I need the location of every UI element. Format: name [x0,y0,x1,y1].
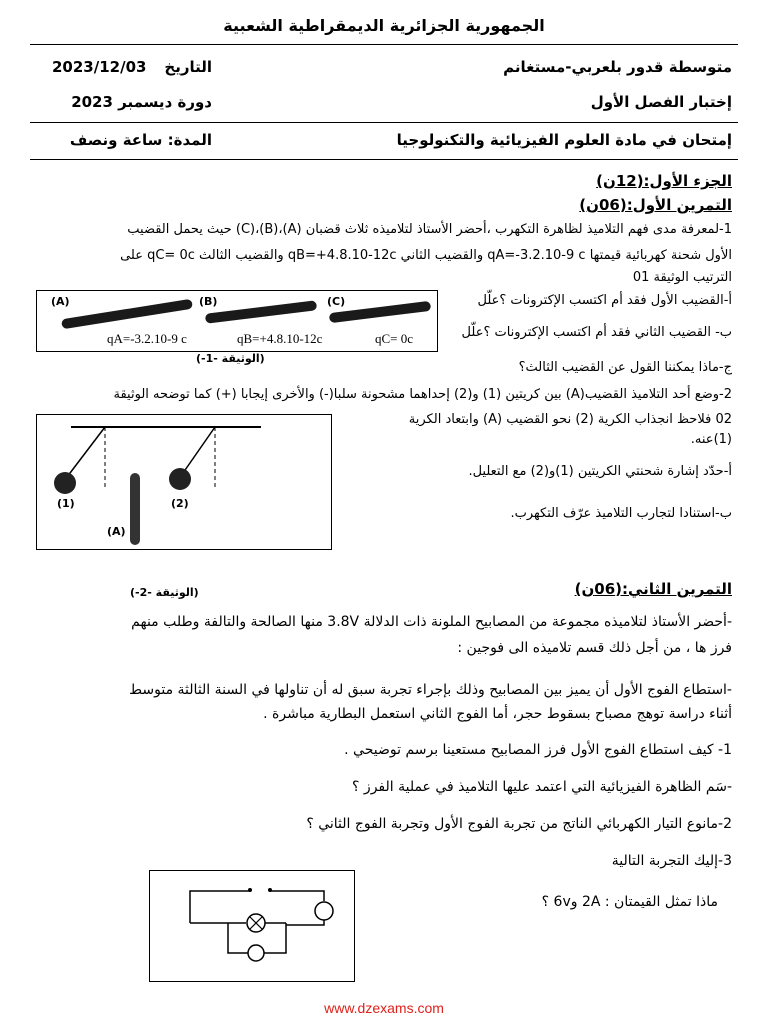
q1a: أ-القضيب الأول فقد أم اكتسب الإكترونات ؟علّل [477,293,732,308]
wire-meter-right [264,923,286,953]
exercise1-title: التمرين الأول:(06ن) [579,196,732,214]
q2a: أ-حدّد إشارة شحنتي الكريتين (1)و(2) مع التعليل. [468,464,732,479]
date-label: التاريخ [164,58,212,76]
q1c: ج-ماذا يمكننا القول عن القضيب الثالث؟ [518,360,732,375]
ex2-q3: 3-إليك التجربة التالية [611,853,732,869]
part1-title: الجزء الأول:(12ن) [596,172,732,190]
charge-qa: qA=-3.2.10-9 c [107,331,187,346]
rod-b [205,300,317,324]
document1-caption: (الوثيقة -1-) [196,352,265,365]
wire-top-left [190,891,250,923]
q1-line3: الترتيب الوثيقة 01 [632,270,732,285]
ex2-q2: 2-مانوع التيار الكهربائي الناتج من تجربة الفوج الأول وتجربة الفوج الثاني ؟ [306,816,732,832]
circuit-frame [149,870,355,982]
q2-line3: (1)عنه. [690,432,732,447]
q2-line1: 2-وضع أحد التلاميذ القضيب(A) بين كريتين (1) و(2) إحداهما مشحونة سلبا(-) والأخرى إيجابا (+) كما توضحه الوثيقة [113,387,732,402]
ball-1 [54,472,76,494]
exam-subject: إمتحان في مادة العلوم الفيزيائية والتكنولوجيا [396,131,732,149]
exam-duration: المدة: ساعة ونصف [69,131,212,149]
rod-a [61,299,193,330]
exercise2-title: التمرين الثاني:(06ن) [574,580,732,598]
wire-meter-left [228,923,248,953]
q1-line2: الأول شحنة كهربائية قيمتها qA=-3.2.10-9 c والقضيب الثاني qB=+4.8.10-12c والقضيب الثالث qC= 0c على [120,248,732,263]
ex2-p2-line2: أثناء دراسة توهج مصباح بسقوط حجر، أما الفوج الثاني استعمل البطارية مباشرة . [263,706,732,722]
document2-frame [36,414,332,550]
republic-title: الجمهورية الجزائرية الديمقراطية الشعبية [223,16,545,35]
switch-contact-left [248,888,252,892]
rod-a-vertical-label: (A) [107,525,126,538]
charge-qc: qC= 0c [375,331,414,346]
ex2-p1-line1: -أحضر الأستاذ لتلاميذه مجموعة من المصابيح الملونة ذات الدلالة 3.8V منها الصالحة والتالفة وطلب منهم [131,614,732,630]
q2b: ب-استنادا لتجارب التلاميذ عرّف التكهرب. [510,506,732,521]
ex2-q1b: -سَم الظاهرة الفيزيائية التي اعتمد عليها التلاميذ في عملية الفرز ؟ [352,779,732,795]
ball-1-label: (1) [57,497,75,510]
header-divider-mid [30,122,738,123]
ex2-p2-line1: -استطاع الفوج الأول أن يميز بين المصابيح وذلك بإجراء تجربة سبق له أن تناولها في السنة الثالثة متوسط [129,682,732,698]
q1-line1: 1-لمعرفة مدى فهم التلاميذ لظاهرة التكهرب ،أحضر الأستاذ لتلاميذه ثلاث قضبان (A)،(B)،(C) حيث يحمل القضيب [127,222,732,237]
q1b: ب- القضيب الثاني فقد أم اكتسب الإكترونات ؟علّل [461,325,732,340]
wire-right-down [286,920,324,925]
header-divider-bottom [30,159,738,160]
school-name: متوسطة قدور بلعربي-مستغانم [503,58,732,76]
document1-frame [36,290,438,352]
rod-a-vertical [130,473,140,545]
exam-session: دورة ديسمبر 2023 [71,93,212,111]
thread-2 [183,427,215,473]
q2-line2: 02 فلاحظ انجذاب الكرية (2) نحو القضيب (A) وابتعاد الكرية [408,412,732,427]
meter-symbol [248,945,264,961]
ball-2 [169,468,191,490]
header-divider-top [30,44,738,45]
circuit-drawing [150,871,354,981]
generator-symbol [315,902,333,920]
ball-2-label: (2) [171,497,189,510]
date-value: 2023/12/03 [52,58,147,76]
rod-c-label: (C) [327,295,346,308]
ex2-q1: 1- كيف استطاع الفوج الأول فرز المصابيح مستعينا برسم توضيحي . [344,742,732,758]
document2-caption: (الوثيقة -2-) [130,586,199,599]
rod-a-label: (A) [51,295,70,308]
ex2-q3-question: ماذا تمثل القيمتان : 2A و6v ؟ [541,894,718,910]
thread-1 [67,427,105,477]
footer-site-link[interactable]: www.dzexams.com [324,1000,444,1016]
exam-term: إختبار الفصل الأول [590,93,732,111]
charge-qb: qB=+4.8.10-12c [237,331,323,346]
document2-drawing [37,415,331,549]
ex2-p1-line2: فرز ها ، من أجل ذلك قسم تلاميذه الى فوجين : [457,640,732,656]
rod-b-label: (B) [199,295,218,308]
wire-top-right [270,891,324,901]
